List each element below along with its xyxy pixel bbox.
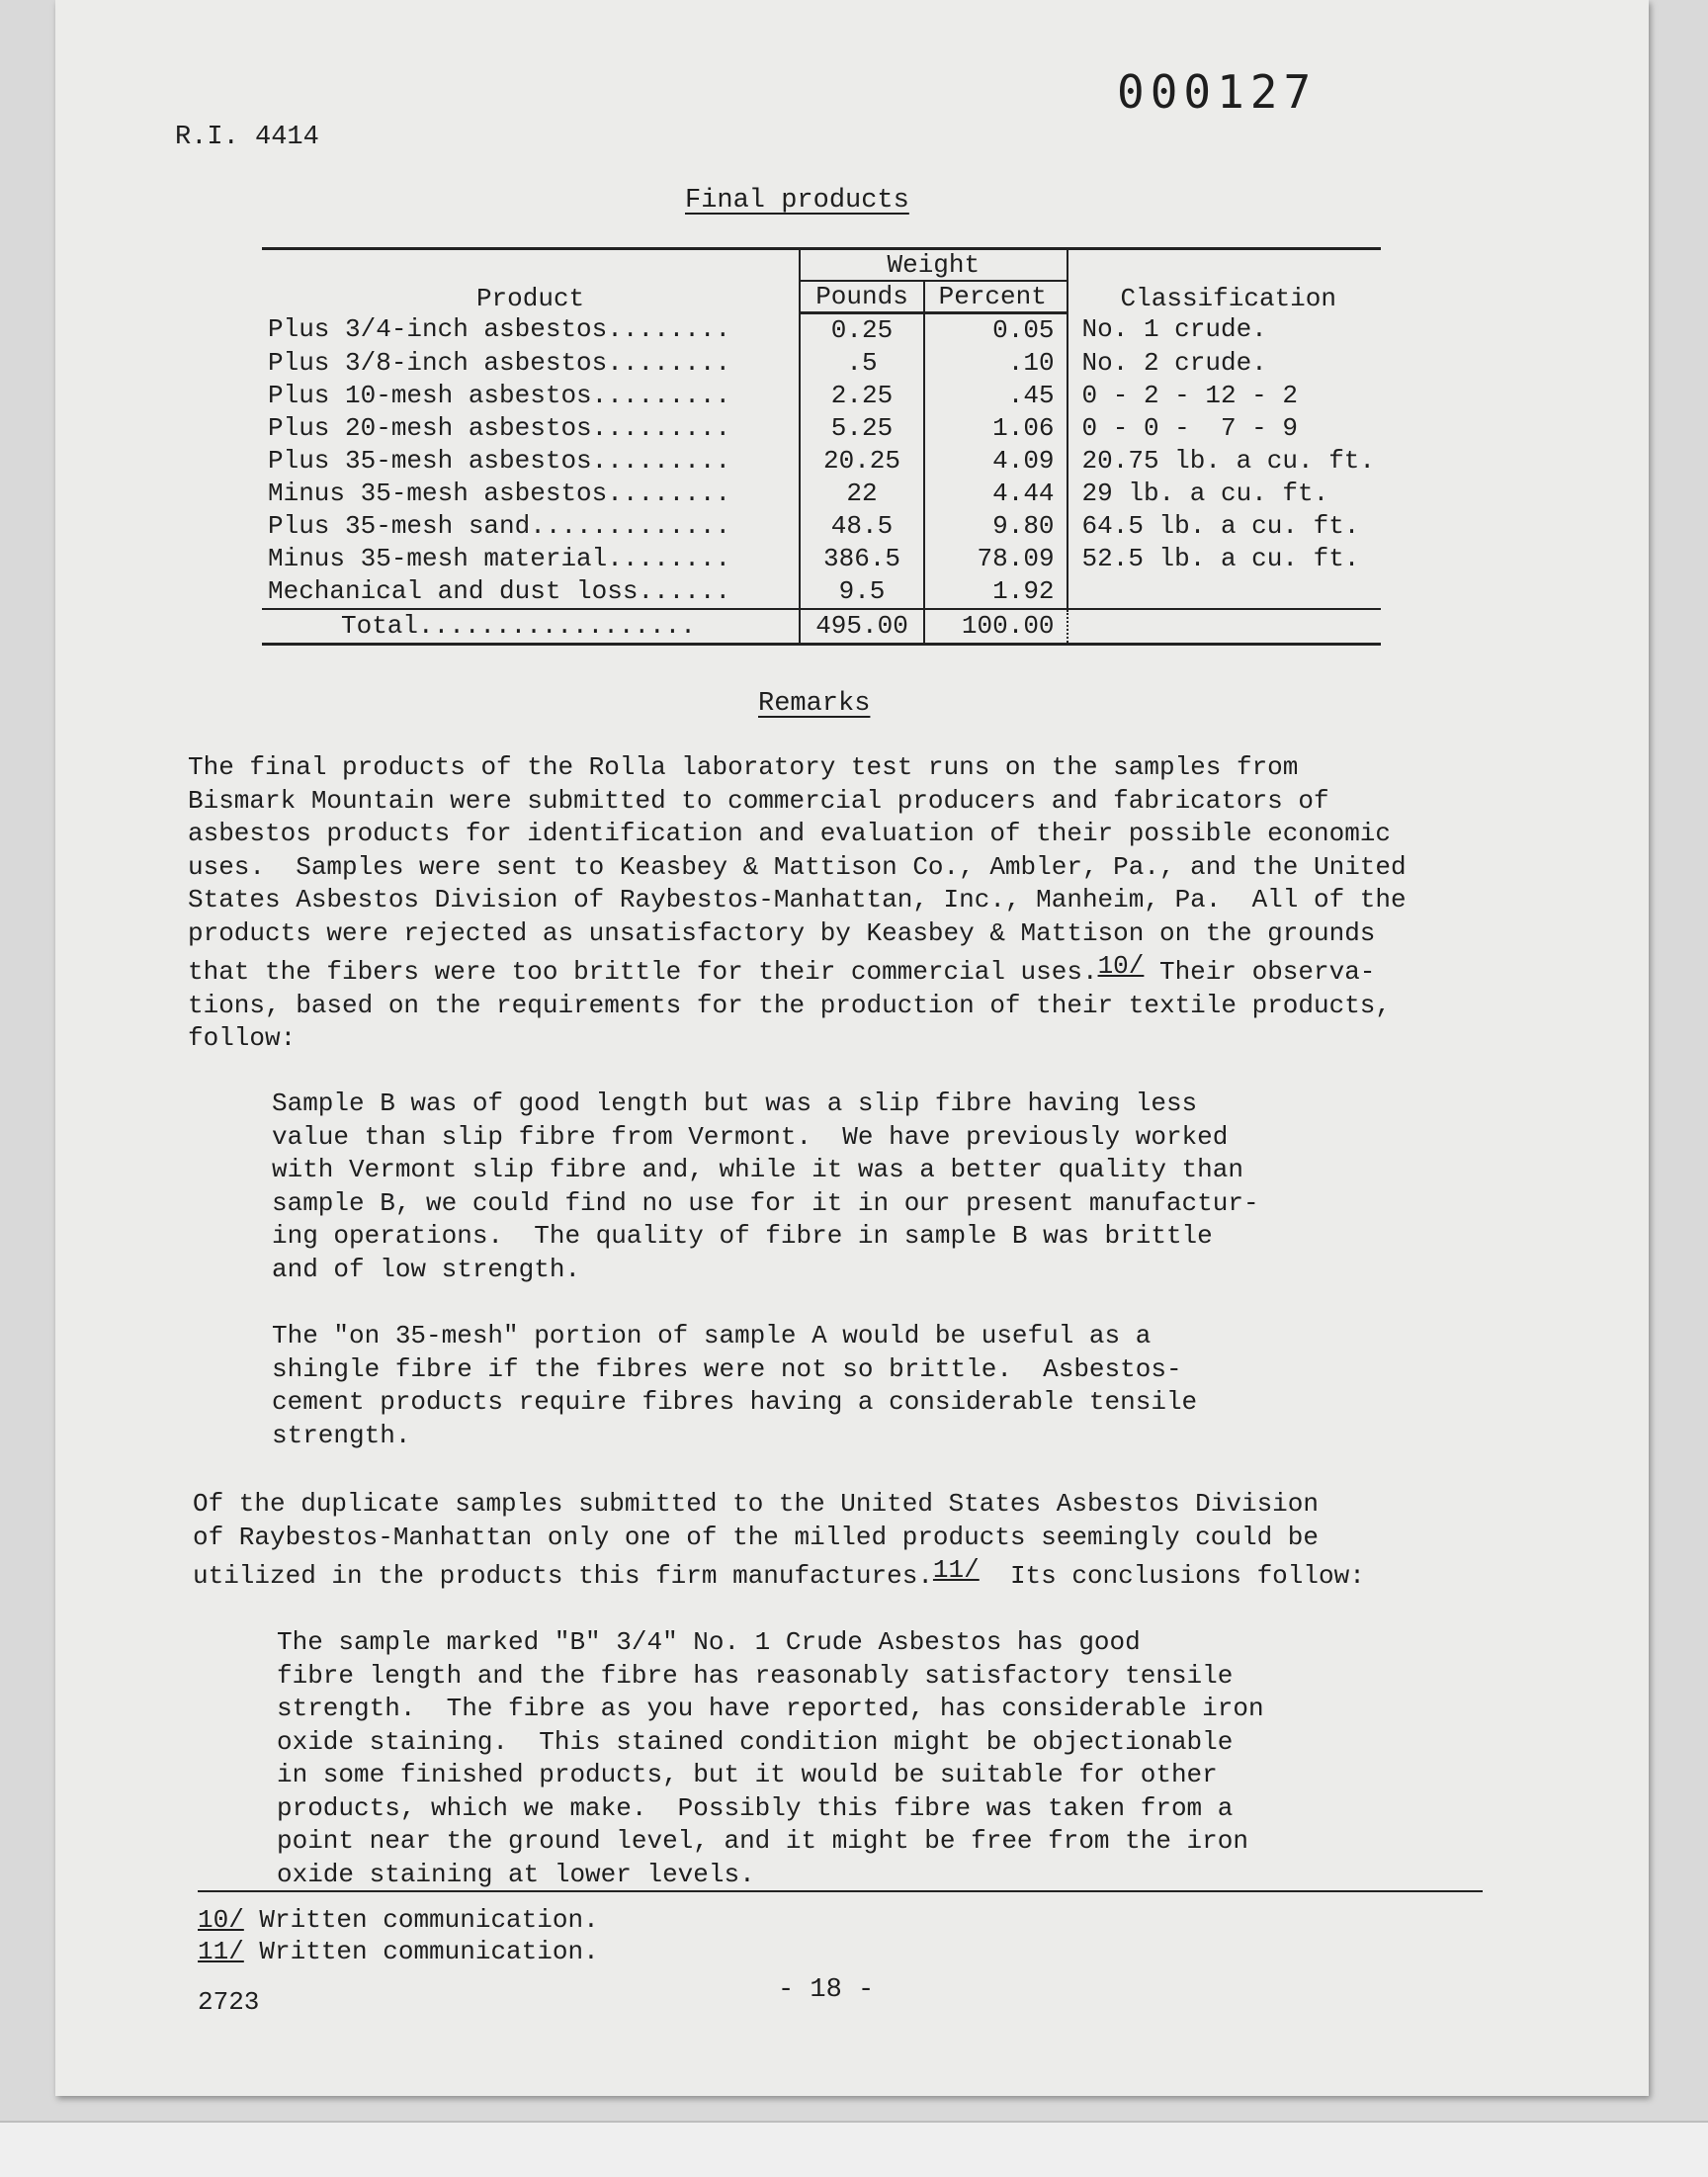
classification-cell: No. 2 crude. <box>1068 347 1381 380</box>
percent-cell: 0.05 <box>924 313 1068 348</box>
table-body <box>262 313 1381 645</box>
product-cell: Plus 35-mesh sand............. <box>268 511 731 541</box>
footnote-rule <box>198 1890 1483 1892</box>
footnote-ref-10: 10/ <box>1097 951 1145 981</box>
pounds-cell: 5.25 <box>800 412 924 445</box>
classification-cell: 0 - 2 - 12 - 2 <box>1068 380 1381 412</box>
total-row <box>262 609 1381 645</box>
classification-cell <box>1068 575 1381 609</box>
document-number: 000127 <box>1117 65 1318 119</box>
product-cell: Plus 10-mesh asbestos......... <box>268 381 731 410</box>
remarks-title: Remarks <box>758 689 871 719</box>
paragraph-1-text-a: The final products of the Rolla laboratory test runs on the samples from Bismark Mountain were submitted to commercial producers and fabricators of asbestos products for identification and evaluation of their possible economic uses. Samples were sent to Keasbey & Mattison Co., Ambler, Pa., and the United States Asbestos Division of Raybestos-Manhattan, Inc., Manheim, Pa. All of the products were rejected as unsatisfactory by Keasbey & Mattison on the grounds that the fibers were too brittle for their commercial uses. <box>188 752 1407 987</box>
paragraph-1-text-b: Their observa- tions, based on the requirements for the production of their textile products, follow: <box>188 957 1391 1053</box>
report-id: R.I. 4414 <box>175 123 319 152</box>
table-row <box>262 412 1381 445</box>
table-row <box>262 543 1381 575</box>
percent-cell: 78.09 <box>924 543 1068 575</box>
product-cell: Minus 35-mesh asbestos........ <box>268 479 731 508</box>
classification-cell: 64.5 lb. a cu. ft. <box>1068 510 1381 543</box>
remarks-paragraph-2 <box>193 1488 1365 1594</box>
pounds-cell: .5 <box>800 347 924 380</box>
table-row <box>262 445 1381 478</box>
percent-cell: .10 <box>924 347 1068 380</box>
page-number: - 18 - <box>778 1975 875 2005</box>
quote-keasbey-sample-a: The "on 35-mesh" portion of sample A would be useful as a shingle fibre if the fibres were not so brittle. Asbestos- cement products require fibres having a considerable tensile strength. <box>272 1321 1198 1450</box>
final-products-table <box>262 247 1381 646</box>
pounds-cell: 22 <box>800 478 924 510</box>
total-label: Total.................. <box>262 609 800 645</box>
footnote-10 <box>198 1904 599 1936</box>
table-row <box>262 347 1381 380</box>
paragraph-2-text-a: Of the duplicate samples submitted to the United States Asbestos Division of Raybestos-Manhattan only one of the milled products seemingly could be utilized in the products this firm manufactures. <box>193 1489 1319 1591</box>
footnotes <box>198 1904 599 1967</box>
percent-cell: 9.80 <box>924 510 1068 543</box>
pounds-cell: 0.25 <box>800 313 924 348</box>
product-cell: Mechanical and dust loss...... <box>268 576 731 606</box>
header-percent: Percent <box>924 281 1068 313</box>
total-classification-empty <box>1068 609 1381 645</box>
table-row <box>262 575 1381 609</box>
remarks-paragraph-1 <box>188 751 1407 1056</box>
product-cell: Plus 35-mesh asbestos......... <box>268 446 731 476</box>
table-row <box>262 510 1381 543</box>
table-row <box>262 380 1381 412</box>
product-cell: Plus 3/8-inch asbestos........ <box>268 348 731 378</box>
table-row <box>262 478 1381 510</box>
percent-cell: 1.06 <box>924 412 1068 445</box>
product-cell: Plus 20-mesh asbestos......... <box>268 413 731 443</box>
quote-raybestos-sample-b: The sample marked "B" 3/4" No. 1 Crude Asbestos has good fibre length and the fibre has reasonably satisfactory tensile strength. The fibre as you have reported, has considerable iron oxide staining. This stained condition might be objectionable in some finished products, but it would be suitable for other products, which we make. Possibly this fibre was taken from a point near the ground level, and it might be free from the iron oxide staining at lower levels. <box>277 1627 1264 1889</box>
pounds-cell: 386.5 <box>800 543 924 575</box>
paragraph-2-text-b: Its conclusions follow: <box>979 1561 1365 1591</box>
pounds-cell: 2.25 <box>800 380 924 412</box>
percent-cell: .45 <box>924 380 1068 412</box>
scanner-bottom-strip <box>0 2121 1708 2177</box>
footnote-text: Written communication. <box>243 1937 599 1966</box>
footnote-ref-11: 11/ <box>932 1555 980 1585</box>
header-pounds: Pounds <box>800 281 924 313</box>
quote-keasbey-sample-b: Sample B was of good length but was a slip fibre having less value than slip fibre from Vermont. We have previously worked with Vermont slip fibre and, while it was a better quality than sample B, we could find no use for it in our present manufactur- ing operations. The quality of fibre in sample B was brittle and of low strength. <box>272 1088 1259 1284</box>
header-weight: Weight <box>800 249 1067 282</box>
total-percent: 100.00 <box>924 609 1068 645</box>
footnote-11 <box>198 1936 599 1967</box>
footnote-mark: 10/ <box>198 1905 244 1935</box>
pounds-cell: 48.5 <box>800 510 924 543</box>
pounds-cell: 9.5 <box>800 575 924 609</box>
header-classification: Classification <box>1068 249 1381 313</box>
product-cell: Minus 35-mesh material........ <box>268 544 731 573</box>
document-code: 2723 <box>198 1987 260 2017</box>
pounds-cell: 20.25 <box>800 445 924 478</box>
product-cell: Plus 3/4-inch asbestos........ <box>268 314 731 345</box>
classification-cell: 0 - 0 - 7 - 9 <box>1068 412 1381 445</box>
table-row <box>262 313 1381 348</box>
footnote-mark: 11/ <box>198 1937 244 1966</box>
header-product: Product <box>475 283 585 313</box>
classification-cell: No. 1 crude. <box>1068 313 1381 348</box>
classification-cell: 52.5 lb. a cu. ft. <box>1068 543 1381 575</box>
percent-cell: 4.09 <box>924 445 1068 478</box>
total-pounds: 495.00 <box>800 609 924 645</box>
table-title: Final products <box>685 186 909 216</box>
percent-cell: 4.44 <box>924 478 1068 510</box>
footnote-text: Written communication. <box>243 1905 599 1935</box>
classification-cell: 20.75 lb. a cu. ft. <box>1068 445 1381 478</box>
classification-cell: 29 lb. a cu. ft. <box>1068 478 1381 510</box>
percent-cell: 1.92 <box>924 575 1068 609</box>
